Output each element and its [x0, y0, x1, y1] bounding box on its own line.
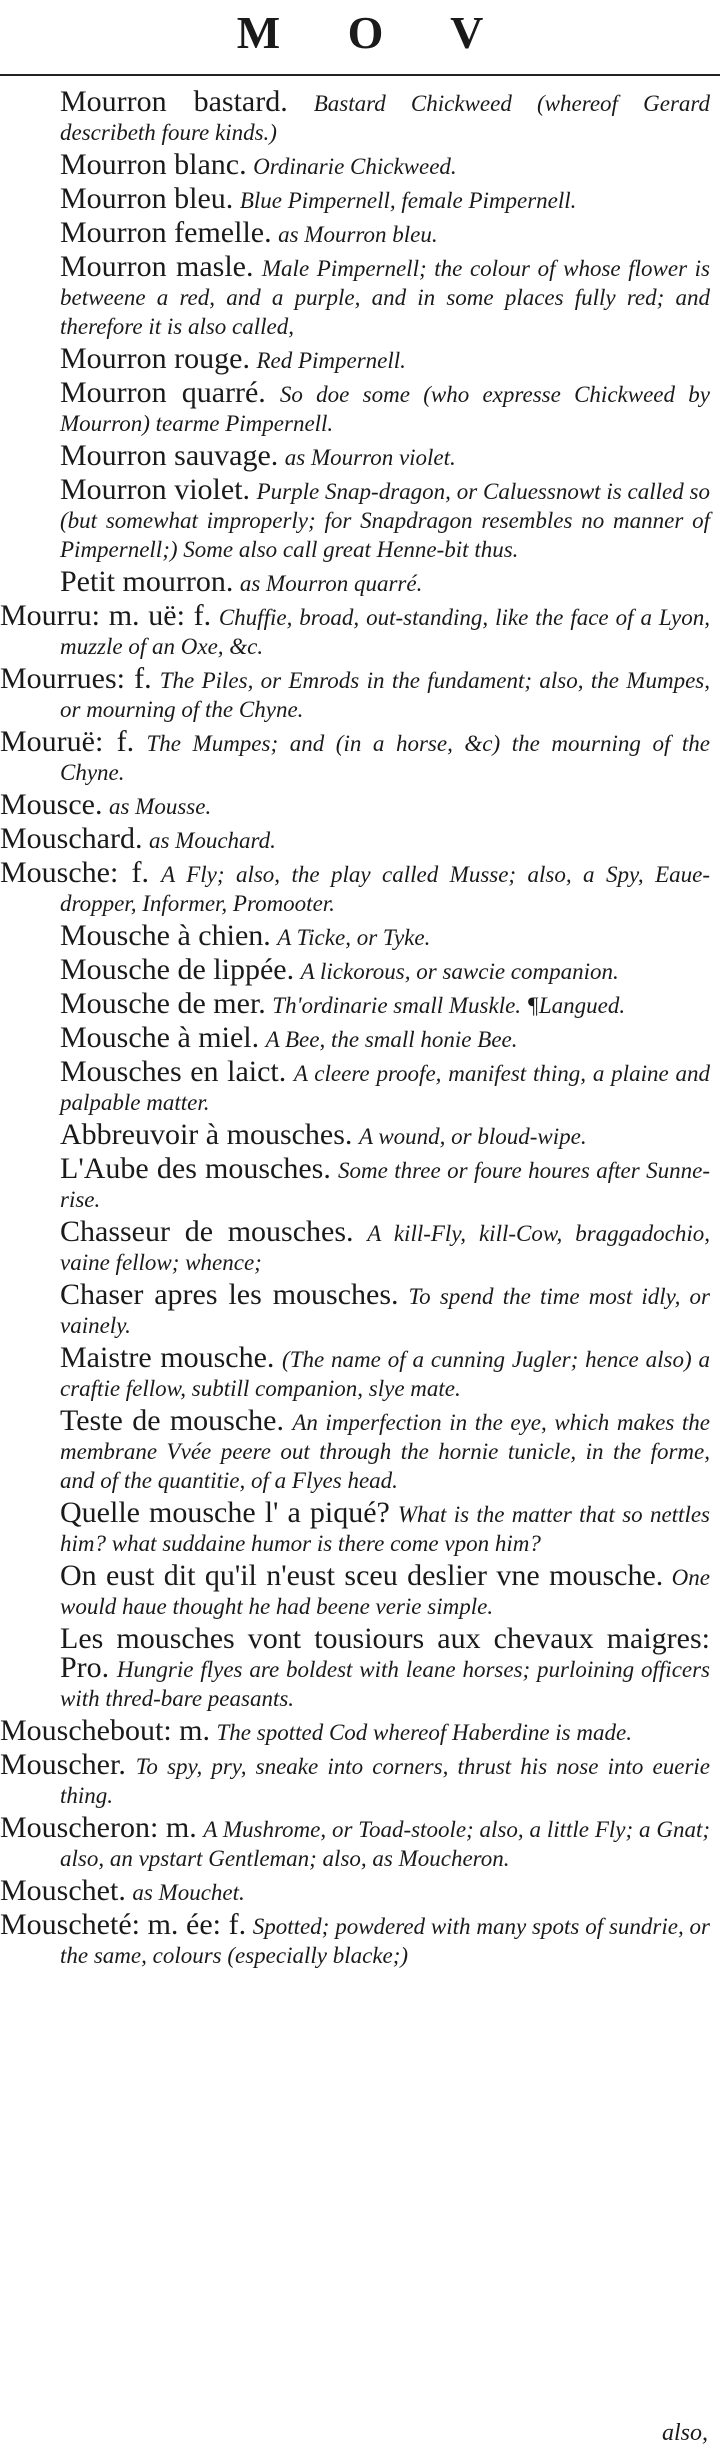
entry-headword: Mourron bastard.: [60, 85, 288, 118]
entry-headword: Mourron quarré.: [60, 376, 266, 409]
entry-headword: Mourron femelle.: [60, 216, 272, 249]
entry-headword: Chasseur de mousches.: [60, 1215, 354, 1248]
entry-gloss: The Piles, or Emrods in the fundament; also, the Mumpes, or mourning of the Chyne.: [60, 668, 711, 722]
entry-headword: Mouschard.: [0, 822, 143, 855]
dictionary-entry: [0, 1152, 716, 1214]
entry-headword: Quelle mousche l' a piqué?: [60, 1496, 390, 1529]
entry-headword: Abbreuvoir à mousches.: [60, 1118, 353, 1151]
entry-gloss: Blue Pimpernell, female Pimpernell.: [239, 188, 577, 213]
entry-gloss: as Mourron quarré.: [239, 571, 423, 596]
entry-headword: Mouscher.: [0, 1748, 126, 1781]
entry-gloss: Bastard Chickweed (whereof Gerard describeth foure kinds.): [60, 91, 711, 145]
entry-headword: Mourron masle.: [60, 250, 254, 283]
dictionary-entry: [0, 725, 716, 787]
dictionary-entry: [0, 148, 716, 181]
entry-list: [0, 85, 716, 1974]
entry-headword: Maistre mousche.: [60, 1341, 275, 1374]
entry-gloss: So doe some (who expresse Chickweed by Mourron) tearme Pimpernell.: [60, 382, 710, 436]
entry-headword: Mouruë: f.: [0, 725, 135, 758]
dictionary-entry: [0, 1811, 716, 1873]
dictionary-entry: [0, 1714, 716, 1747]
entry-gloss: as Mousse.: [108, 794, 212, 819]
entry-headword: Mouschebout: m.: [0, 1714, 210, 1747]
dictionary-entry: [0, 216, 716, 249]
dictionary-entry: [0, 987, 716, 1020]
dictionary-entry: [0, 1215, 716, 1277]
entry-gloss: What is the matter that so nettles him? what suddaine humor is there come vpon him?: [60, 1502, 710, 1556]
entry-headword: Mourru: m. uë: f.: [0, 599, 212, 632]
entry-headword: Mourron sauvage.: [60, 439, 279, 472]
entry-gloss: A Fly; also, the play called Musse; also, a Spy, Eaue-dropper, Informer, Promooter.: [60, 862, 710, 916]
dictionary-entry: [0, 1118, 716, 1151]
dictionary-entry: [0, 599, 716, 661]
entry-gloss: To spend the time most idly, or vainely.: [60, 1284, 710, 1338]
dictionary-entry: [0, 788, 716, 821]
dictionary-entry: [0, 662, 716, 724]
dictionary-entry: [0, 1278, 716, 1340]
entry-headword: Mousche à miel.: [60, 1021, 260, 1054]
entry-headword: Mouschet.: [0, 1874, 126, 1907]
entry-headword: Mourron violet.: [60, 473, 251, 506]
entry-gloss: A Ticke, or Tyke.: [277, 925, 431, 950]
entry-gloss: (The name of a cunning Jugler; hence also) a craftie fellow, subtill companion, slye mate.: [60, 1347, 711, 1401]
catchword: also,: [661, 2420, 708, 2446]
entry-headword: Les mousches vont tousiours aux chevaux maigres: Pro.: [60, 1622, 710, 1684]
dictionary-entry: [0, 953, 716, 986]
dictionary-entry: [0, 1341, 716, 1403]
entry-headword: Mousce.: [0, 788, 103, 821]
dictionary-entry: [0, 1496, 716, 1558]
entry-gloss: A Mushrome, or Toad-stoole; also, a little Fly; a Gnat; also, an vpstart Gentleman; also, as Moucheron.: [60, 1817, 711, 1871]
entry-headword: Chaser apres les mousches.: [60, 1278, 399, 1311]
dictionary-entry: [0, 822, 716, 855]
dictionary-entry: [0, 439, 716, 472]
entry-gloss: as Mouchet.: [132, 1880, 245, 1905]
entry-gloss: The spotted Cod whereof Haberdine is made.: [216, 1720, 632, 1745]
running-head: [0, 0, 720, 78]
entry-gloss: A wound, or bloud-wipe.: [358, 1124, 587, 1149]
header-rule: [0, 74, 720, 76]
entry-headword: Mouscheron: m.: [0, 1811, 197, 1844]
entry-gloss: Spotted; powdered with many spots of sundrie, or the same, colours (especially blacke;): [60, 1914, 710, 1968]
entry-gloss: An imperfection in the eye, which makes the membrane Vvée peere out through the hornie tunicle, in the forme, and of the quantitie, of a Flyes head.: [60, 1410, 711, 1493]
entry-headword: Mousche de lippée.: [60, 953, 295, 986]
entry-gloss: Some three or foure houres after Sunne-rise.: [60, 1158, 710, 1212]
entry-gloss: A lickorous, or sawcie companion.: [300, 959, 619, 984]
dictionary-entry: [0, 473, 716, 564]
dictionary-entry: [0, 856, 716, 918]
entry-gloss: A kill-Fly, kill-Cow, braggadochio, vaine fellow; whence;: [60, 1221, 710, 1275]
dictionary-entry: [0, 565, 716, 598]
entry-gloss: as Mouchard.: [148, 828, 276, 853]
dictionary-entry: [0, 1874, 716, 1907]
entry-headword: Mousche de mer.: [60, 987, 266, 1020]
entry-headword: Mouscheté: m. ée: f.: [0, 1908, 247, 1941]
dictionary-entry: [0, 376, 716, 438]
entry-headword: Mourron bleu.: [60, 182, 234, 215]
entry-headword: Mourron rouge.: [60, 342, 250, 375]
entry-headword: Mousche: f.: [0, 856, 149, 889]
dictionary-entry: [0, 1021, 716, 1054]
entry-gloss: Red Pimpernell.: [256, 348, 406, 373]
entry-headword: Mourrues: f.: [0, 662, 152, 695]
entry-gloss: Male Pimpernell; the colour of whose flower is betweene a red, and a purple, and in some places fully red; and therefore it is also called,: [60, 256, 711, 339]
entry-gloss: A Bee, the small honie Bee.: [265, 1027, 518, 1052]
dictionary-entry: [0, 1559, 716, 1621]
dictionary-entry: [0, 1908, 716, 1970]
entry-gloss: Chuffie, broad, out-standing, like the face of a Lyon, muzzle of an Oxe, &c.: [60, 605, 710, 659]
entry-headword: Teste de mousche.: [60, 1404, 284, 1437]
entry-gloss: as Mourron bleu.: [278, 222, 438, 247]
running-head-text: M O V: [236, 7, 512, 58]
entry-gloss: Th'ordinarie small Muskle. ¶Langued.: [272, 993, 626, 1018]
dictionary-entry: [0, 250, 716, 341]
dictionary-entry: [0, 919, 716, 952]
entry-headword: Mourron blanc.: [60, 148, 247, 181]
entry-headword: Petit mourron.: [60, 565, 234, 598]
dictionary-entry: [0, 1622, 716, 1713]
dictionary-entry: [0, 342, 716, 375]
entry-gloss: Purple Snap-dragon, or Caluessnowt is called so (but somewhat improperly; for Snapdragon resembles no manner of Pimpernell;) Some also call great Henne-bit thus.: [60, 479, 710, 562]
dictionary-entry: [0, 85, 716, 147]
dictionary-entry: [0, 182, 716, 215]
entry-gloss: as Mourron violet.: [284, 445, 456, 470]
dictionary-entry: [0, 1055, 716, 1117]
entry-gloss: To spy, pry, sneake into corners, thrust his nose into euerie thing.: [60, 1754, 711, 1808]
entry-gloss: Hungrie flyes are boldest with leane horses; purloining officers with thred-bare peasants.: [60, 1657, 711, 1711]
entry-headword: L'Aube des mousches.: [60, 1152, 331, 1185]
dictionary-entry: [0, 1404, 716, 1495]
entry-headword: Mousche à chien.: [60, 919, 271, 952]
entry-headword: Mousches en laict.: [60, 1055, 287, 1088]
dictionary-entry: [0, 1748, 716, 1810]
entry-gloss: Ordinarie Chickweed.: [253, 154, 457, 179]
entry-gloss: The Mumpes; and (in a horse, &c) the mourning of the Chyne.: [60, 731, 711, 785]
entry-gloss: A cleere proofe, manifest thing, a plaine and palpable matter.: [60, 1061, 710, 1115]
entry-gloss: One would haue thought he had beene verie simple.: [60, 1565, 710, 1619]
entry-headword: On eust dit qu'il n'eust sceu deslier vne mousche.: [60, 1559, 664, 1592]
